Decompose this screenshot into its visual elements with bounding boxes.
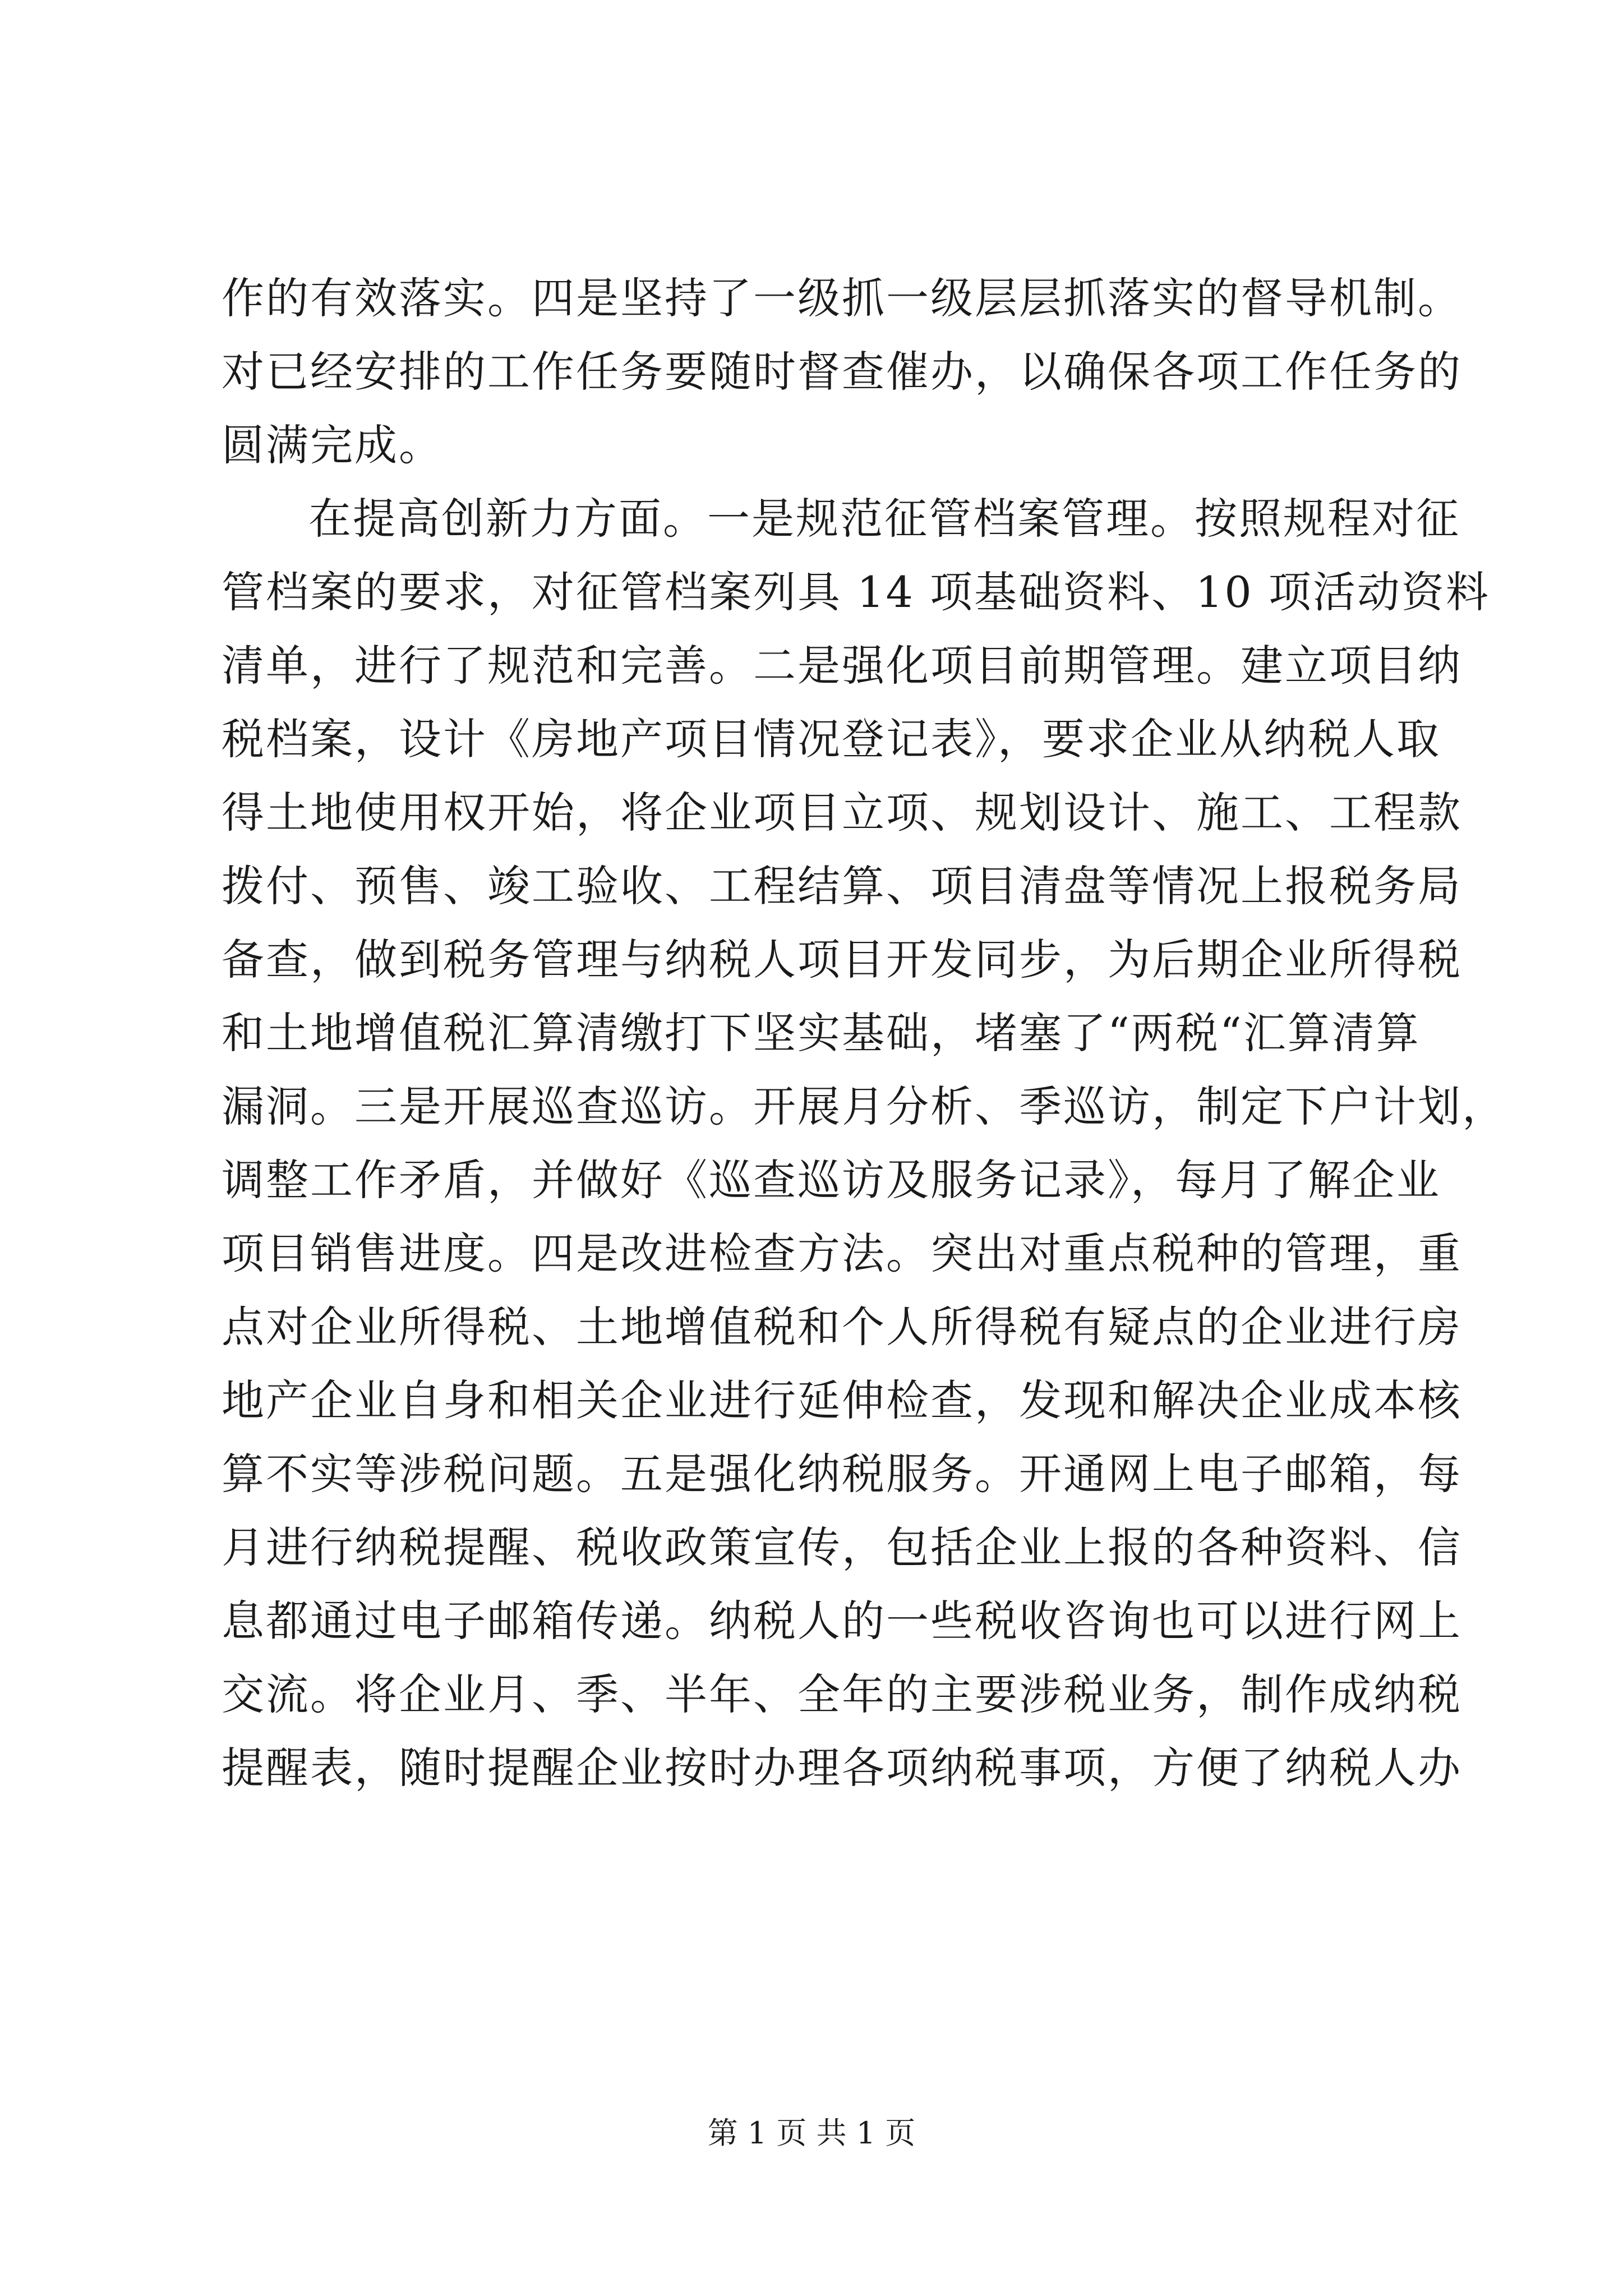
text-line: 拨付、预售、竣工验收、工程结算、项目清盘等情况上报税务局 (222, 861, 1462, 911)
text-line: 交流。将企业月、季、半年、全年的主要涉税业务，制作成纳税 (222, 1669, 1462, 1719)
document-body (222, 261, 1506, 1805)
text-line: 得土地使用权开始，将企业项目立项、规划设计、施工、工程款 (222, 788, 1462, 838)
text-line: 对已经安排的工作任务要随时督查催办，以确保各项工作任务的 (222, 347, 1462, 397)
page-number-footer: 第 1 页 共 1 页 (707, 2115, 916, 2151)
text-line: 息都通过电子邮箱传递。纳税人的一些税收咨询也可以进行网上 (222, 1596, 1462, 1646)
text-line: 作的有效落实。四是坚持了一级抓一级层层抓落实的督导机制。 (222, 273, 1462, 323)
text-line: 和土地增值税汇算清缴打下坚实基础，堵塞了“两税“汇算清算 (222, 1008, 1421, 1058)
text-line: 税档案，设计《房地产项目情况登记表》，要求企业从纳税人取 (222, 714, 1441, 764)
text-line: 管档案的要求，对征管档案列具 14 项基础资料、10 项活动资料 (222, 567, 1490, 617)
paragraph-first-line: 在提高创新力方面。一是规范征管档案管理。按照规程对征 (308, 494, 1460, 544)
text-line: 算不实等涉税问题。五是强化纳税服务。开通网上电子邮箱，每 (222, 1449, 1462, 1499)
text-line: 点对企业所得税、土地增值税和个人所得税有疑点的企业进行房 (222, 1302, 1462, 1352)
text-line: 调整工作矛盾，并做好《巡查巡访及服务记录》，每月了解企业 (222, 1155, 1441, 1205)
text-line: 月进行纳税提醒、税收政策宣传，包括企业上报的各种资料、信 (222, 1522, 1462, 1572)
text-line: 圆满完成。 (222, 420, 443, 470)
text-line: 漏洞。三是开展巡查巡访。开展月分析、季巡访，制定下户计划， (222, 1082, 1506, 1131)
text-line: 备查，做到税务管理与纳税人项目开发同步，为后期企业所得税 (222, 935, 1462, 984)
text-line: 提醒表，随时提醒企业按时办理各项纳税事项，方便了纳税人办 (222, 1743, 1462, 1793)
text-line: 地产企业自身和相关企业进行延伸检查，发现和解决企业成本核 (222, 1375, 1462, 1425)
text-line: 项目销售进度。四是改进检查方法。突出对重点税种的管理，重 (222, 1228, 1462, 1278)
text-line: 清单，进行了规范和完善。二是强化项目前期管理。建立项目纳 (222, 641, 1462, 691)
